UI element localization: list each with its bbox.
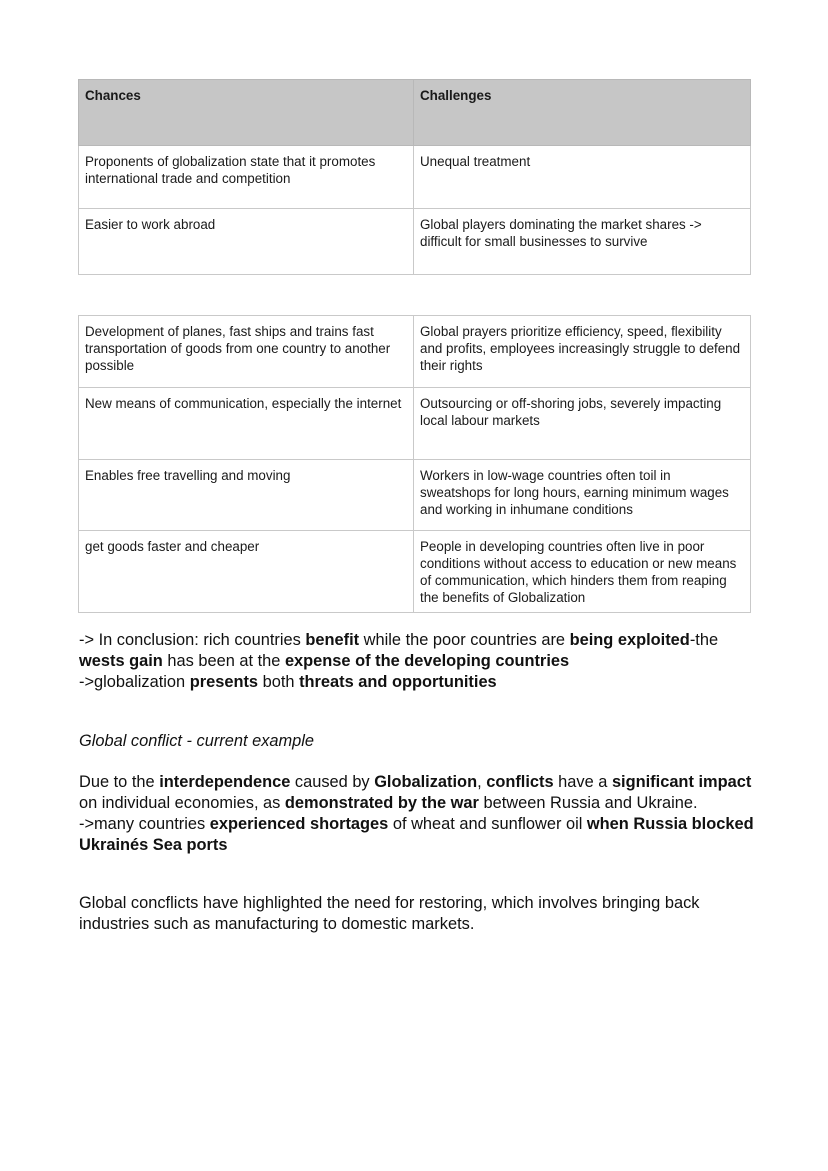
table-row	[79, 209, 751, 275]
chances-challenges-table	[78, 79, 751, 275]
conclusion-bold: wests gain	[79, 652, 163, 670]
impact-bold: significant impact	[611, 773, 752, 791]
chances-challenges-table-continued	[78, 315, 751, 613]
chance-cell: Development of planes, fast ships and trains fast transportation of goods from one country to another possible	[79, 316, 414, 388]
conclusion-text: while the poor countries are	[359, 631, 570, 649]
impact-bold: demonstrated by the war	[284, 794, 479, 812]
chance-cell: Proponents of globalization state that it promotes international trade and competition	[79, 146, 414, 209]
impact-text: Due to the	[79, 773, 160, 791]
chance-cell: Enables free travelling and moving	[79, 460, 414, 531]
impact-bold: interdependence	[159, 773, 291, 791]
restoring-paragraph: Global concflicts have highlighted the need for restoring, which involves bringing back industries such as manufacturing to domestic markets.	[79, 894, 700, 933]
challenge-cell: Workers in low-wage countries often toil in sweatshops for long hours, earning minimum wages and working in inhumane conditions	[414, 460, 751, 531]
conclusion-text: -the	[689, 631, 719, 649]
conclusion-paragraph	[79, 630, 759, 693]
impact-text: on individual economies, as	[79, 794, 285, 812]
challenge-cell: Unequal treatment	[414, 146, 751, 209]
impact-bold: experienced shortages	[209, 815, 389, 833]
table-row	[79, 146, 751, 209]
conclusion-bold: being exploited	[569, 631, 690, 649]
conclusion-text: both	[258, 673, 300, 691]
conclusion-text: ->globalization	[79, 673, 190, 691]
impact-text: caused by	[290, 773, 375, 791]
impact-bold: when Russia blocked Ukrainés Sea ports	[79, 815, 754, 854]
table-row	[79, 531, 751, 613]
impact-paragraph	[79, 772, 759, 856]
impact-bold: conflicts	[486, 773, 554, 791]
challenge-cell: People in developing countries often live in poor conditions without access to education or new means of communication, which hinders them from reaping the benefits of Globalization	[414, 531, 751, 613]
conclusion-bold: threats and opportunities	[299, 673, 497, 691]
challenge-cell: Global prayers prioritize efficiency, speed, flexibility and profits, employees increasingly struggle to defend their rights	[414, 316, 751, 388]
conclusion-bold: presents	[189, 673, 259, 691]
conclusion-bold: benefit	[305, 631, 360, 649]
impact-text: between Russia and Ukraine.	[478, 794, 698, 812]
chance-cell: New means of communication, especially the internet	[79, 388, 414, 460]
impact-text: of wheat and sunflower oil	[388, 815, 587, 833]
chance-cell: get goods faster and cheaper	[79, 531, 414, 613]
conclusion-text: has been at the	[162, 652, 285, 670]
header-chances: Chances	[79, 80, 414, 146]
chance-cell: Easier to work abroad	[79, 209, 414, 275]
challenge-cell: Global players dominating the market shares -> difficult for small businesses to survive	[414, 209, 751, 275]
section-subtitle: Global conflict - current example	[79, 732, 315, 750]
table-row	[79, 460, 751, 531]
header-challenges: Challenges	[414, 80, 751, 146]
conclusion-text: -> In conclusion: rich countries	[79, 631, 306, 649]
challenge-cell: Outsourcing or off-shoring jobs, severely impacting local labour markets	[414, 388, 751, 460]
impact-text: have a	[553, 773, 612, 791]
impact-text: ->many countries	[79, 815, 210, 833]
impact-bold: Globalization	[374, 773, 478, 791]
conclusion-bold: expense of the developing countries	[284, 652, 570, 670]
table-row	[79, 316, 751, 388]
impact-text: ,	[477, 773, 487, 791]
table-header-row	[79, 80, 751, 146]
table-row	[79, 388, 751, 460]
